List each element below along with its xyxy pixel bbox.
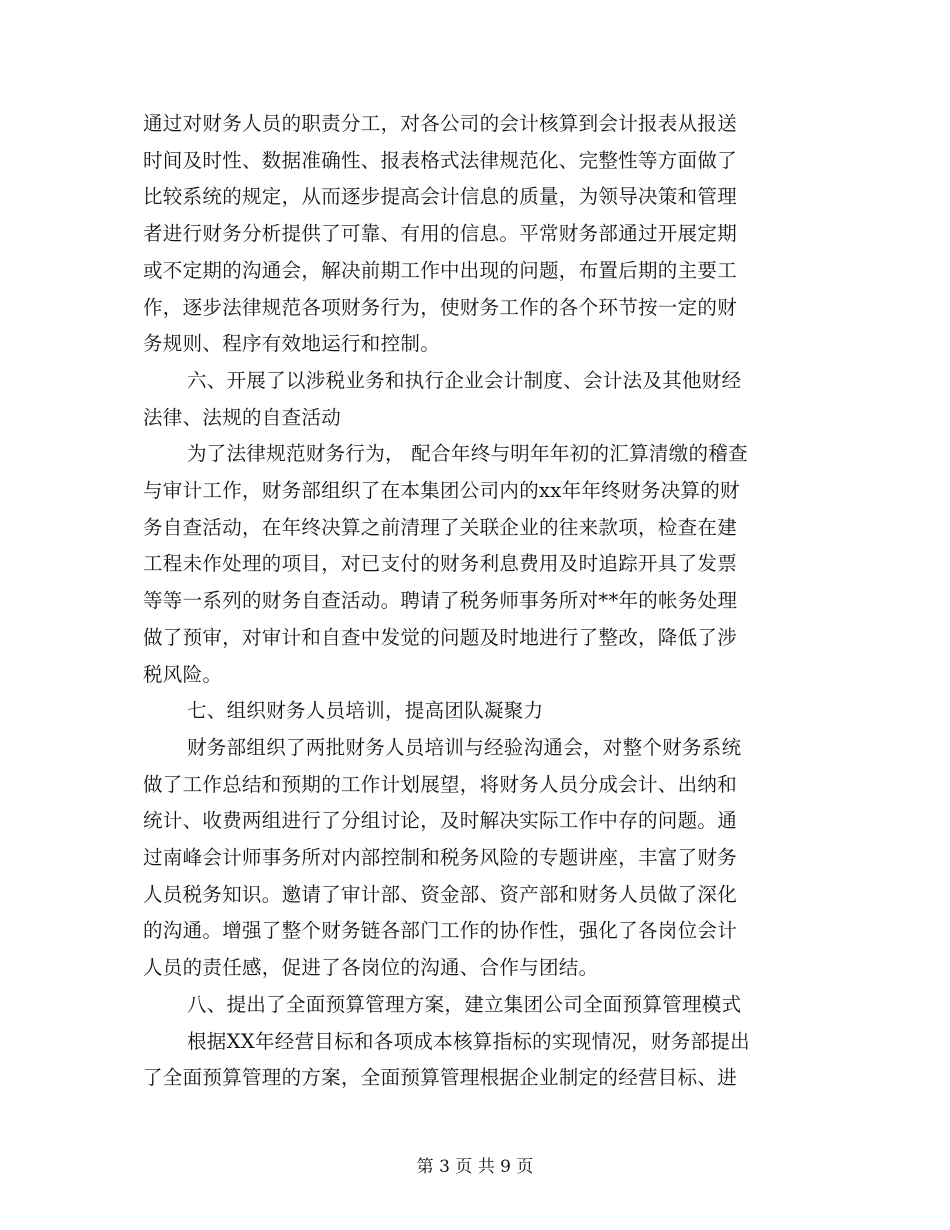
text-line: 务自查活动，在年终决算之前清理了关联企业的往来款项，检查在建 [143, 515, 738, 539]
text-line: 作，逐步法律规范各项财务行为，使财务工作的各个环节按一定的财 [143, 295, 738, 319]
page-footer: 第 3 页 共 9 页 [416, 1157, 534, 1177]
text-line: 了全面预算管理的方案，全面预算管理根据企业制定的经营目标、进 [143, 1066, 738, 1090]
text-line: 等等一系列的财务自查活动。聘请了税务师事务所对**年的帐务处理 [143, 589, 738, 613]
text-line: 税风险。 [143, 662, 223, 686]
text-line: 比较系统的规定，从而逐步提高会计信息的质量，为领导决策和管理 [143, 185, 738, 209]
text-line: 人员税务知识。邀请了审计部、资金部、资产部和财务人员做了深化 [143, 882, 738, 906]
text-line: 通过对财务人员的职责分工，对各公司的会计核算到会计报表从报送 [143, 112, 738, 135]
text-line: 八、提出了全面预算管理方案，建立集团公司全面预算管理模式 [187, 992, 742, 1016]
text-line: 过南峰会计师事务所对内部控制和税务风险的专题讲座，丰富了财务 [143, 846, 738, 869]
text-line: 财务部组织了两批财务人员培训与经验沟通会，对整个财务系统 [187, 735, 742, 759]
text-line: 人员的责任感，促进了各岗位的沟通、合作与团结。 [143, 956, 599, 980]
text-line: 做了工作总结和预期的工作计划展望，将财务人员分成会计、出纳和 [143, 772, 738, 796]
text-line: 者进行财务分析提供了可靠、有用的信息。平常财务部通过开展定期 [143, 222, 738, 246]
text-line: 务规则、程序有效地运行和控制。 [143, 332, 441, 356]
text-line: 统计、收费两组进行了分组讨论，及时解决实际工作中存的问题。通 [143, 809, 738, 833]
text-line: 与审计工作，财务部组织了在本集团公司内的xx年年终财务决算的财 [143, 479, 740, 502]
text-line: 六、开展了以涉税业务和执行企业会计制度、会计法及其他财经 [187, 368, 742, 392]
text-line: 根据XX年经营目标和各项成本核算指标的实现情况，财务部提出 [187, 1029, 750, 1053]
text-line: 为了法律规范财务行为， 配合年终与明年年初的汇算清缴的稽查 [187, 442, 748, 466]
text-line: 工程未作处理的项目，对已支付的财务利息费用及时追踪开具了发票 [143, 552, 738, 576]
text-line: 七、组织财务人员培训，提高团队凝聚力 [187, 699, 544, 723]
text-line: 做了预审，对审计和自查中发觉的问题及时地进行了整改，降低了涉 [143, 625, 738, 649]
text-line: 时间及时性、数据准确性、报表格式法律规范化、完整性等方面做了 [143, 148, 738, 172]
text-line: 或不定期的沟通会，解决前期工作中出现的问题，布置后期的主要工 [143, 258, 738, 282]
text-line: 法律、法规的自查活动 [143, 405, 342, 429]
text-line: 的沟通。增强了整个财务链各部门工作的协作性，强化了各岗位会计 [143, 919, 738, 943]
